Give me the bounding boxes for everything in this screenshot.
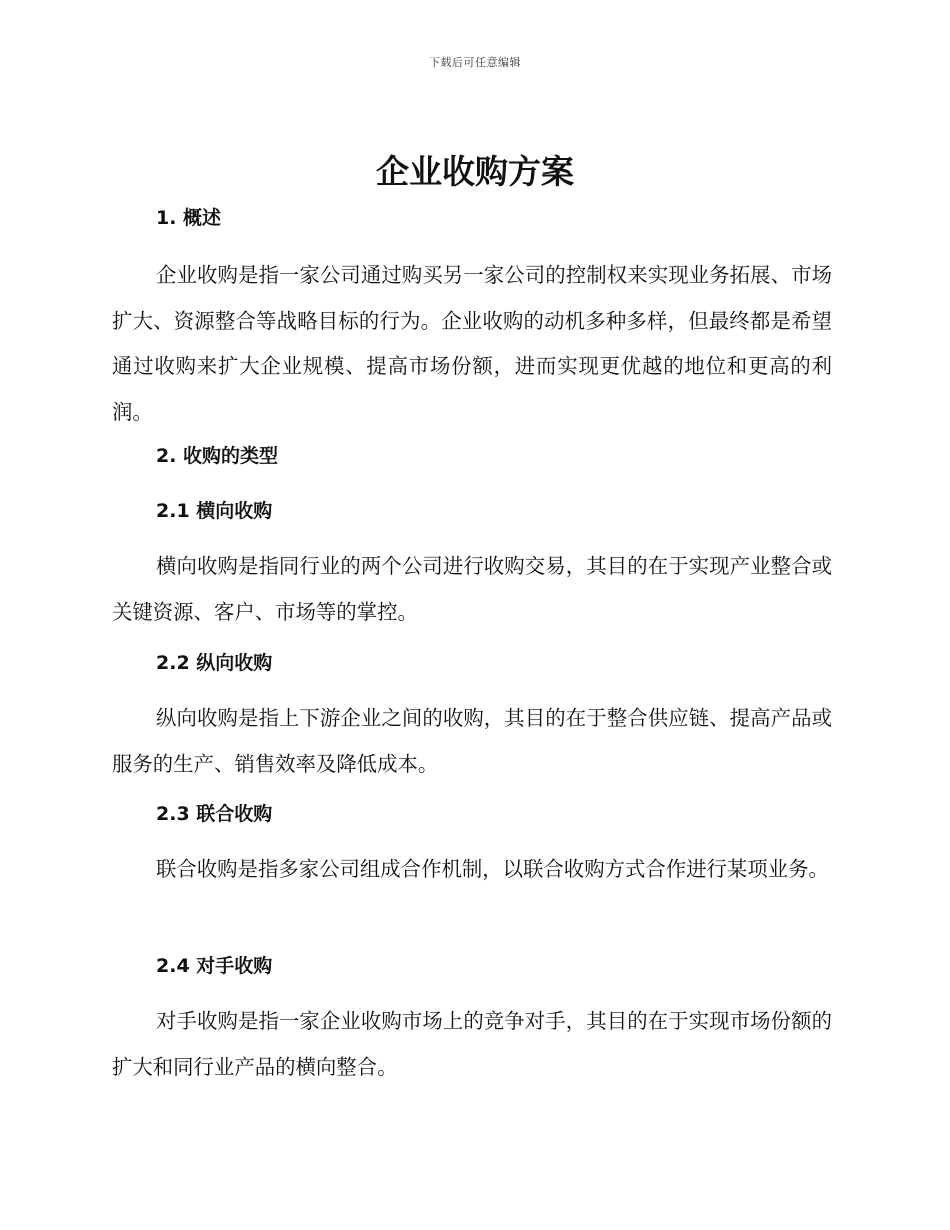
heading-horizontal-acquisition: 2.1 横向收购 [156,500,273,522]
heading-vertical-acquisition: 2.2 纵向收购 [156,652,273,674]
paragraph-competitor-acquisition: 对手收购是指一家企业收购市场上的竞争对手，其目的在于实现市场份额的扩大和同行业产品的横向整合。 [112,1009,832,1079]
heading-acquisition-types: 2. 收购的类型 [156,445,279,467]
paragraph-vertical-acquisition: 纵向收购是指上下游企业之间的收购，其目的在于整合供应链、提高产品或服务的生产、销售效率及降低成本。 [112,706,832,776]
heading-joint-acquisition: 2.3 联合收购 [156,803,273,825]
paragraph-horizontal-acquisition: 横向收购是指同行业的两个公司进行收购交易，其目的在于实现产业整合或关键资源、客户、市场等的掌控。 [112,554,832,624]
page-header-note: 下载后可任意编辑 [429,56,521,69]
paragraph-joint-acquisition: 联合收购是指多家公司组成合作机制，以联合收购方式合作进行某项业务。 [156,857,829,881]
heading-competitor-acquisition: 2.4 对手收购 [156,955,273,977]
paragraph-overview: 企业收购是指一家公司通过购买另一家公司的控制权来实现业务拓展、市场扩大、资源整合等战略目标的行为。企业收购的动机多种多样，但最终都是希望通过收购来扩大企业规模、提高市场份额，进而实现更优越的地位和更高的利润。 [112,263,832,424]
document-title: 企业收购方案 [376,152,574,191]
heading-overview: 1. 概述 [156,207,222,229]
